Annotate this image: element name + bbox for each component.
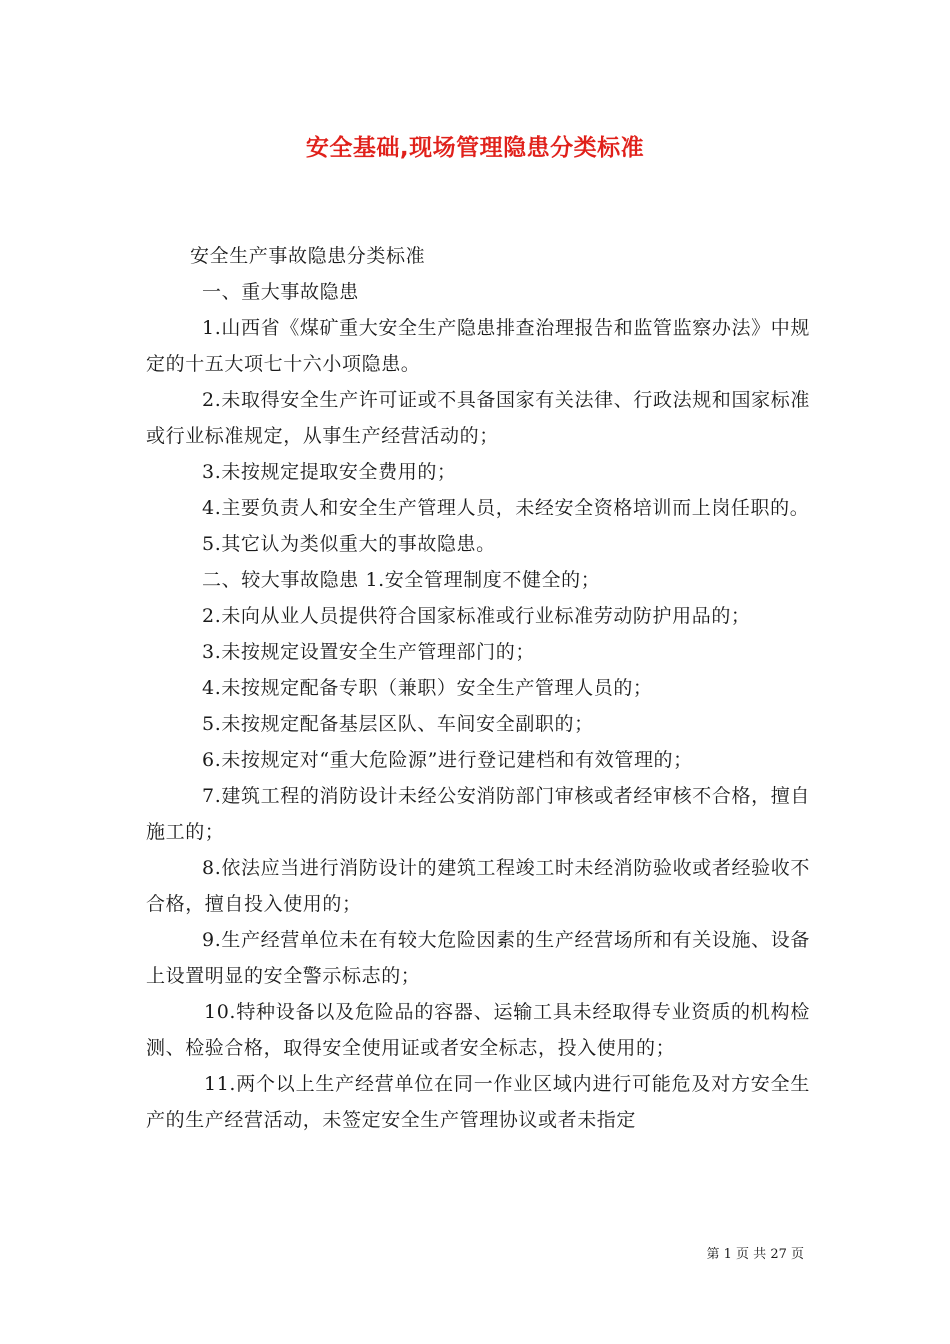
paragraph: 5.未按规定配备基层区队、车间安全副职的； <box>202 713 594 735</box>
paragraph: 二、较大事故隐患 1.安全管理制度不健全的； <box>202 569 601 591</box>
paragraph: 4.未按规定配备专职（兼职）安全生产管理人员的； <box>202 677 653 699</box>
page-footer: 第 1 页 共 27 页 <box>706 1247 804 1262</box>
paragraph: 7.建筑工程的消防设计未经公安消防部门审核或者经审核不合格，擅自施工的； <box>146 785 810 843</box>
paragraph: 安全生产事故隐患分类标准 <box>190 245 426 267</box>
paragraph: 10.特种设备以及危险品的容器、运输工具未经取得专业资质的机构检测、检验合格，取得安全使用证或者安全标志，投入使用的； <box>146 1001 810 1059</box>
paragraph: 3.未按规定设置安全生产管理部门的； <box>202 641 535 663</box>
document-body <box>146 238 810 1138</box>
paragraph: 4.主要负责人和安全生产管理人员，未经安全资格培训而上岗任职的。 <box>202 497 810 519</box>
paragraph: 8.依法应当进行消防设计的建筑工程竣工时未经消防验收或者经验收不合格，擅自投入使用的； <box>146 857 810 915</box>
paragraph: 9.生产经营单位未在有较大危险因素的生产经营场所和有关设施、设备上设置明显的安全警示标志的； <box>146 929 810 987</box>
paragraph: 2.未取得安全生产许可证或不具备国家有关法律、行政法规和国家标准或行业标准规定，从事生产经营活动的； <box>146 389 810 447</box>
paragraph: 一、重大事故隐患 <box>202 281 359 303</box>
paragraph: 11.两个以上生产经营单位在同一作业区域内进行可能危及对方安全生产的生产经营活动，未签定安全生产管理协议或者未指定 <box>146 1073 810 1131</box>
paragraph: 6.未按规定对“重大危险源”进行登记建档和有效管理的； <box>202 749 693 771</box>
paragraph: 3.未按规定提取安全费用的； <box>202 461 457 483</box>
document-title: 安全基础,现场管理隐患分类标准 <box>305 135 645 161</box>
paragraph: 1.山西省《煤矿重大安全生产隐患排查治理报告和监管监察办法》中规定的十五大项七十六小项隐患。 <box>146 317 810 375</box>
paragraph: 5.其它认为类似重大的事故隐患。 <box>202 533 496 555</box>
paragraph: 2.未向从业人员提供符合国家标准或行业标准劳动防护用品的； <box>202 605 751 627</box>
